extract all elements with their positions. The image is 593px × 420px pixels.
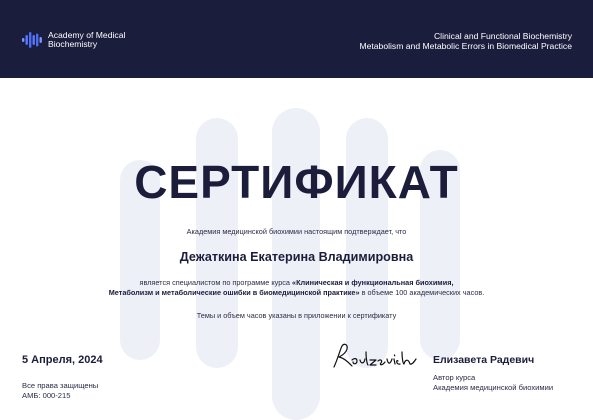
registration-number: АМБ: 000-215 [22, 390, 71, 400]
program-line2 [0, 288, 593, 298]
course-title-line2: Metabolism and Metabolic Errors in Biomedical Practice [359, 41, 572, 51]
rights-text: Все права защищены [22, 381, 99, 390]
program-name-line2: Метаболизм и метаболические ошибки в биомедицинской практике» [108, 288, 360, 297]
certificate-intro: Академия медицинской биохимии настоящим подтверждает, что [186, 227, 407, 236]
course-title-line1: Clinical and Functional Biochemistry [433, 31, 572, 41]
author-name: Елизавета Радевич [433, 354, 535, 366]
recipient-name: Дежаткина Екатерина Владимировна [179, 250, 414, 264]
academy-logo-icon [22, 32, 42, 48]
program-suffix: в объеме 100 академических часов. [359, 288, 485, 297]
author-role-line2: Академия медицинской биохимии [433, 382, 554, 392]
author-role [433, 373, 553, 392]
issue-date: 5 Апреля, 2024 [22, 354, 103, 366]
course-title [359, 31, 572, 51]
rights-block [22, 381, 98, 400]
program-prefix: является специалистом по программе курса [139, 278, 293, 287]
program-name-line1: «Клиническая и функциональная биохимия, [292, 278, 454, 287]
certificate-title: СЕРТИФИКАТ [134, 156, 459, 208]
appendix-note: Темы и объем часов указаны в приложении к сертификату [196, 311, 397, 320]
academy-logo [22, 31, 125, 49]
author-role-line1: Автор курса [433, 373, 476, 382]
background-decoration [0, 78, 593, 420]
program-line1 [0, 278, 593, 288]
academy-name: Academy of Medical Biochemistry [48, 30, 126, 49]
certificate-header [0, 0, 593, 78]
program-description [0, 278, 593, 298]
author-signature [330, 340, 418, 374]
